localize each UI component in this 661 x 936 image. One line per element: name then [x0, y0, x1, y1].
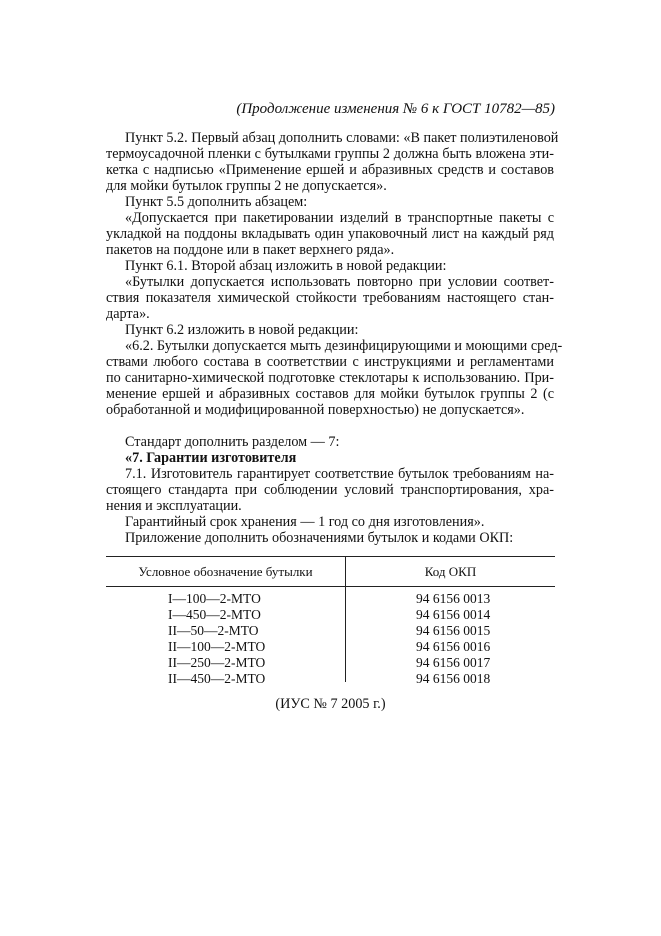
table-cell-designation: I—450—2-МТО	[168, 607, 261, 622]
table-cell-designation: II—50—2-МТО	[168, 623, 259, 638]
paragraph-line: стоящего стандарта при соблюдении условий транспортирования, хра-	[106, 482, 554, 498]
paragraph-line: Гарантийный срок хранения — 1 год со дня изготовления».	[125, 514, 485, 530]
table-cell-okp-code: 94 6156 0015	[416, 623, 491, 638]
paragraph-line: Пункт 6.2 изложить в новой редакции:	[125, 322, 359, 338]
paragraph-line: менение ершей и абразивных составов для мойки бутылок группы 2 (с	[106, 386, 554, 402]
section-heading: «7. Гарантии изготовителя	[125, 450, 297, 466]
paragraph-line: обработанной и модифицированной поверхностью) не допускается».	[106, 402, 525, 418]
table-cell-designation: II—250—2-МТО	[168, 655, 266, 670]
table-cell-okp-code: 94 6156 0013	[416, 591, 491, 606]
paragraph-line: «Допускается при пакетировании изделий в транспортные пакеты с	[125, 210, 554, 226]
table-cell-okp-code: 94 6156 0018	[416, 671, 491, 686]
paragraph-line: ствами любого состава в соответствии с инструкциями и регламентами	[106, 354, 554, 370]
table-header-rule	[106, 586, 555, 587]
table-header-designation: Условное обозначение бутылки	[138, 564, 313, 579]
paragraph-line: Стандарт дополнить разделом — 7:	[125, 434, 340, 450]
page-header: (Продолжение изменения № 6 к ГОСТ 10782—85)	[236, 101, 555, 117]
paragraph-line: по санитарно-химической подготовке стеклотары к использованию. При-	[106, 370, 554, 386]
paragraph-line: Пункт 6.1. Второй абзац изложить в новой редакции:	[125, 258, 447, 274]
paragraph-line: для мойки бутылок группы 2 не допускается».	[106, 178, 387, 194]
paragraph-line: нения и эксплуатации.	[106, 498, 242, 514]
paragraph-line: Приложение дополнить обозначениями бутылок и кодами ОКП:	[125, 530, 514, 546]
paragraph-line: «Бутылки допускается использовать повторно при условии соответ-	[125, 274, 554, 290]
paragraph-line: дарта».	[106, 306, 150, 322]
paragraph-line: 7.1. Изготовитель гарантирует соответствие бутылок требованиям на-	[125, 466, 554, 482]
table-top-rule	[106, 556, 555, 557]
paragraph-line: Пункт 5.5 дополнить абзацем:	[125, 194, 308, 210]
paragraph-line: кетка с надписью «Применение ершей и абразивных средств и составов	[106, 162, 554, 178]
paragraph-line: «6.2. Бутылки допускается мыть дезинфицирующими и моющими сред-	[125, 338, 563, 354]
table-cell-okp-code: 94 6156 0017	[416, 655, 491, 670]
paragraph-line: термоусадочной пленки с бутылками группы 2 должна быть вложена эти-	[106, 146, 554, 162]
paragraph-line: Пункт 5.2. Первый абзац дополнить словами: «В пакет полиэтиленовой	[125, 130, 559, 146]
paragraph-line: ствия показателя химической стойкости требованиям настоящего стан-	[106, 290, 554, 306]
table-cell-okp-code: 94 6156 0016	[416, 639, 491, 654]
paragraph-line: пакетов на поддоне или в пакет верхнего ряда».	[106, 242, 395, 258]
table-cell-designation: II—100—2-МТО	[168, 639, 266, 654]
table-cell-okp-code: 94 6156 0014	[416, 607, 491, 622]
table-header-okp-code: Код ОКП	[424, 564, 477, 579]
table-cell-designation: I—100—2-МТО	[168, 591, 261, 606]
paragraph-line: укладкой на поддоны вкладывать один упаковочный лист на каждый ряд	[106, 226, 554, 242]
source-reference: (ИУС № 7 2005 г.)	[275, 696, 386, 712]
table-cell-designation: II—450—2-МТО	[168, 671, 266, 686]
